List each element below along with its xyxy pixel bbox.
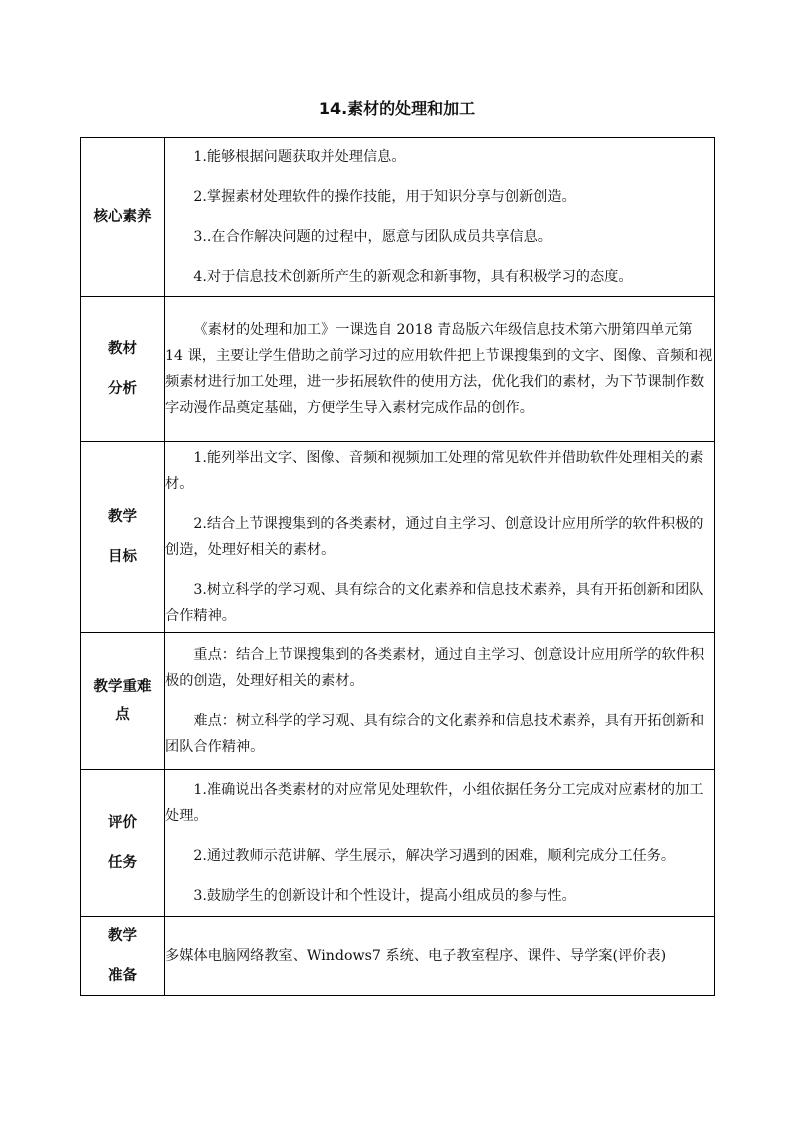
key-point-item: 重点：结合上节课搜集到的各类素材，通过自主学习、创意设计应用所学的软件积极的创造，处理好相关的素材。 — [165, 647, 705, 689]
teaching-preparation-text: 多媒体电脑网络教室、Windows7 系统、电子教室程序、课件、导学案(评价表) — [165, 948, 667, 964]
row-content-teaching-preparation — [165, 917, 715, 996]
row-label-text: 教材 — [108, 341, 137, 357]
table-row-teaching-goals — [81, 442, 715, 633]
table-row-material-analysis — [81, 297, 715, 442]
row-label-text: 核心素养 — [93, 209, 152, 225]
document-title: 14.素材的处理和加工 — [318, 99, 476, 118]
core-literacy-item: 4.对于信息技术创新所产生的新观念和新事物，具有积极学习的态度。 — [193, 269, 633, 285]
row-content-teaching-goals — [165, 442, 715, 633]
lesson-plan-table — [80, 137, 715, 996]
core-literacy-item: 1.能够根据问题获取并处理信息。 — [193, 149, 406, 165]
core-literacy-item: 2.掌握素材处理软件的操作技能，用于知识分享与创新创造。 — [193, 189, 576, 205]
row-label-text: 教学 — [108, 928, 137, 944]
row-label-text: 分析 — [108, 381, 137, 397]
teaching-goal-item: 3.树立科学的学习观、具有综合的文化素养和信息技术素养，具有开拓创新和团队合作精神。 — [165, 582, 704, 624]
teaching-goal-item: 2.结合上节课搜集到的各类素材，通过自主学习、创意设计应用所学的软件积极的创造，处理好相关的素材。 — [165, 516, 704, 558]
row-content-core-literacy — [165, 138, 715, 297]
row-content-material-analysis — [165, 297, 715, 442]
row-label-text: 点 — [115, 707, 130, 723]
table-row-teaching-preparation — [81, 917, 715, 996]
evaluation-task-item: 2.通过教师示范讲解、学生展示，解决学习遇到的困难，顺利完成分工任务。 — [193, 848, 676, 864]
table-row-core-literacy — [81, 138, 715, 297]
row-label-text: 教学重难 — [93, 679, 152, 695]
row-label-text: 任务 — [108, 855, 137, 871]
evaluation-task-item: 3.鼓励学生的创新设计和个性设计，提高小组成员的参与性。 — [193, 888, 576, 904]
row-label-text: 教学 — [108, 509, 137, 525]
evaluation-task-item: 1.准确说出各类素材的对应常见处理软件，小组依据任务分工完成对应素材的加工处理。 — [165, 782, 704, 824]
row-label-text: 目标 — [108, 549, 137, 565]
table-row-evaluation-tasks — [81, 770, 715, 917]
core-literacy-item: 3..在合作解决问题的过程中，愿意与团队成员共享信息。 — [193, 229, 552, 245]
row-label-teaching-preparation — [81, 917, 165, 996]
row-label-key-difficult-points — [81, 633, 165, 770]
teaching-goal-item: 1.能列举出文字、图像、音频和视频加工处理的常见软件并借助软件处理相关的素材。 — [165, 450, 704, 492]
row-label-text: 准备 — [108, 968, 137, 984]
row-content-evaluation-tasks — [165, 770, 715, 917]
material-analysis-paragraph: 《素材的处理和加工》一课选自 2018 青岛版六年级信息技术第六册第四单元第 14 课，主要让学生借助之前学习过的应用软件把上节课搜集到的文字、图像、音频和视频素材进行加工处理，进一步拓展软件的使用方法，优化我们的素材，为下节课制作数字动漫作品奠定基础，方便学生导入素材完成作品的创作。 — [165, 322, 713, 416]
row-label-evaluation-tasks — [81, 770, 165, 917]
row-label-text: 评价 — [108, 815, 137, 831]
row-content-key-difficult-points — [165, 633, 715, 770]
table-row-key-difficult-points — [81, 633, 715, 770]
difficult-point-item: 难点：树立科学的学习观、具有综合的文化素养和信息技术素养，具有开拓创新和团队合作精神。 — [165, 713, 705, 755]
row-label-teaching-goals — [81, 442, 165, 633]
row-label-material-analysis — [81, 297, 165, 442]
row-label-core-literacy — [81, 138, 165, 297]
